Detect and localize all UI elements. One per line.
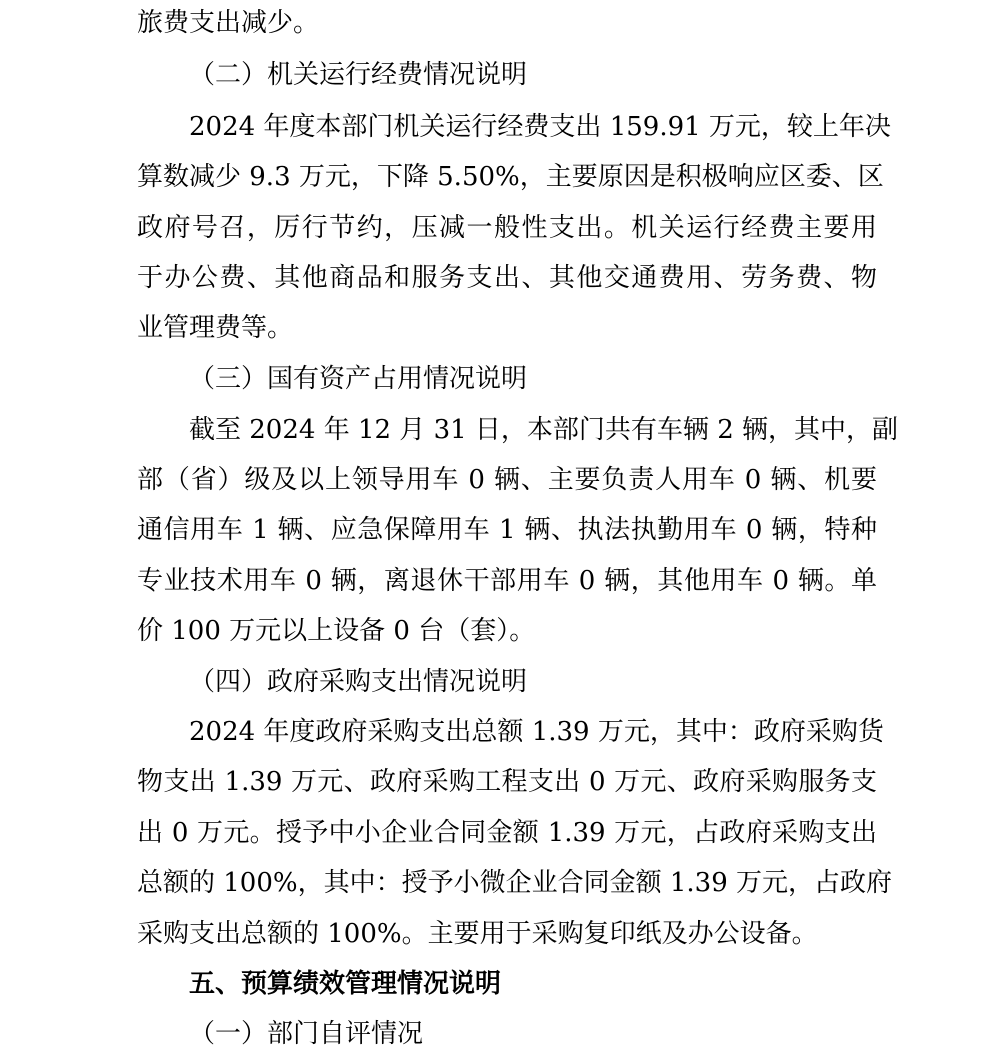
chapter-heading-performance: 五、预算绩效管理情况说明 (189, 969, 502, 999)
paragraph-line: 算数减少 9.3 万元，下降 5.50%，主要原因是积极响应区委、区 (137, 162, 884, 192)
paragraph-line: 通信用车 1 辆、应急保障用车 1 辆、执法执勤用车 0 辆，特种 (137, 515, 877, 545)
paragraph-line: 部（省）级及以上领导用车 0 辆、主要负责人用车 0 辆、机要 (137, 465, 877, 495)
paragraph-line: 专业技术用车 0 辆，离退休干部用车 0 辆，其他用车 0 辆。单 (137, 566, 877, 596)
paragraph-line: 出 0 万元。授予中小企业合同金额 1.39 万元，占政府采购支出 (137, 818, 877, 848)
section-heading-state-assets: （三）国有资产占用情况说明 (189, 364, 528, 394)
paragraph-line: 旅费支出减少。 (137, 8, 320, 38)
paragraph-line: 政府号召，厉行节约，压减一般性支出。机关运行经费主要用 (137, 213, 877, 243)
paragraph-line: 价 100 万元以上设备 0 台（套）。 (137, 616, 536, 646)
paragraph-line: 2024 年度政府采购支出总额 1.39 万元，其中：政府采购货 (189, 717, 884, 747)
section-heading-self-evaluation: （一）部门自评情况 (189, 1019, 424, 1049)
section-heading-procurement: （四）政府采购支出情况说明 (189, 667, 528, 697)
section-heading-admin-costs: （二）机关运行经费情况说明 (189, 60, 528, 90)
paragraph-line: 业管理费等。 (137, 313, 294, 343)
paragraph-line: 截至 2024 年 12 月 31 日，本部门共有车辆 2 辆，其中，副 (189, 415, 898, 445)
paragraph-line: 于办公费、其他商品和服务支出、其他交通费用、劳务费、物 (137, 263, 877, 293)
paragraph-line: 采购支出总额的 100%。主要用于采购复印纸及办公设备。 (137, 919, 818, 949)
paragraph-line: 2024 年度本部门机关运行经费支出 159.91 万元，较上年决 (189, 112, 891, 142)
paragraph-line: 物支出 1.39 万元、政府采购工程支出 0 万元、政府采购服务支 (137, 767, 877, 797)
paragraph-line: 总额的 100%，其中：授予小微企业合同金额 1.39 万元，占政府 (137, 868, 893, 898)
